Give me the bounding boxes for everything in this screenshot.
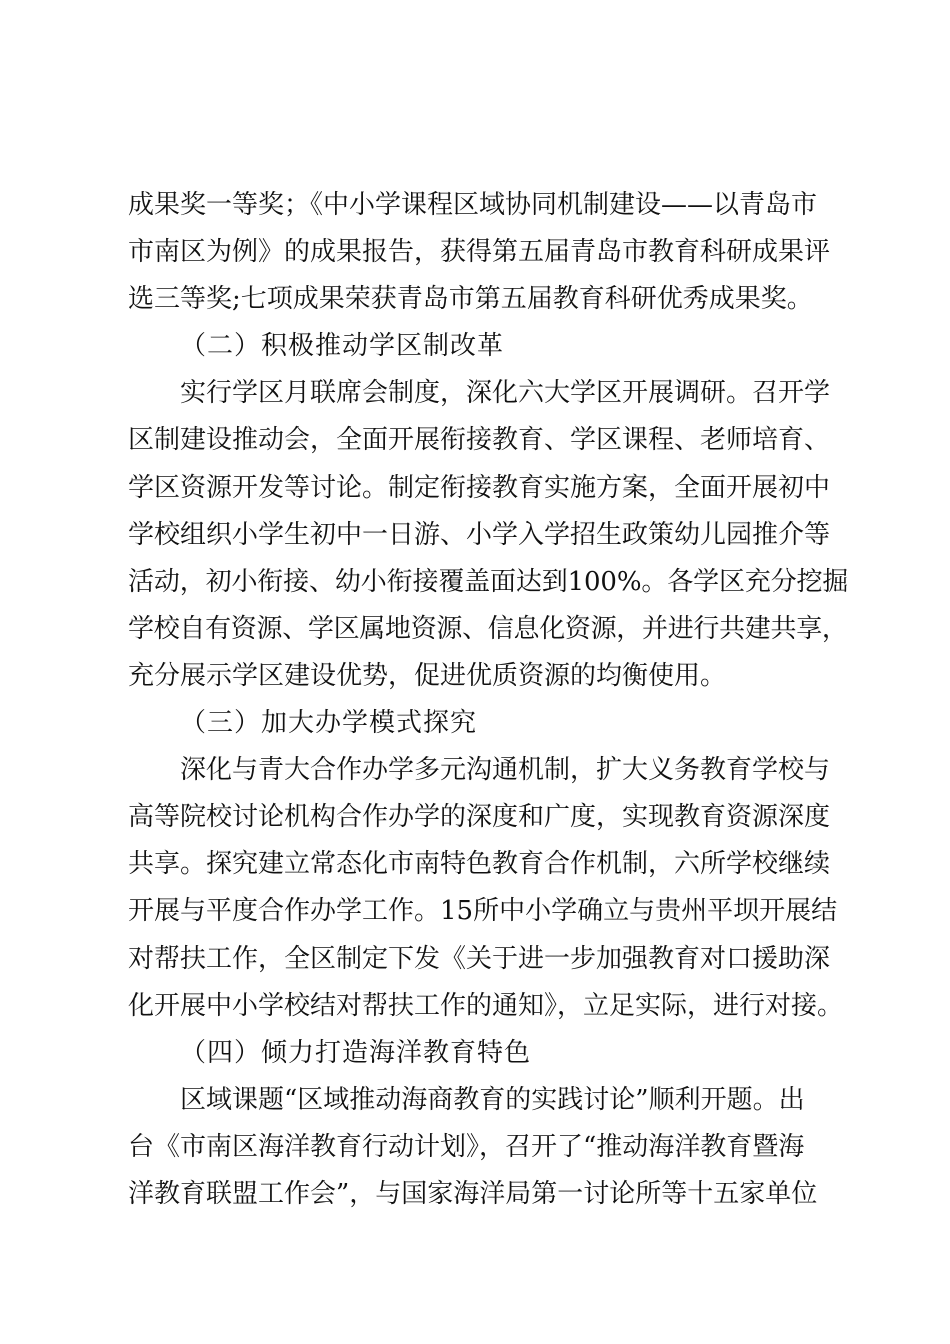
paragraph-line: 学校组织小学生初中一日游、小学入学招生政策幼儿园推介等 xyxy=(128,519,831,550)
paragraph-line: 开展与平度合作办学工作。15所中小学确立与贵州平坝开展结 xyxy=(128,896,838,927)
paragraph-line: 洋教育联盟工作会”，与国家海洋局第一讨论所等十五家单位 xyxy=(128,1178,818,1209)
paragraph-line: 台《市南区海洋教育行动计划》，召开了“推动海洋教育暨海 xyxy=(128,1131,805,1162)
paragraph-line: 充分展示学区建设优势，促进优质资源的均衡使用。 xyxy=(128,660,727,691)
paragraph-line: 对帮扶工作，全区制定下发《关于进一步加强教育对口援助深 xyxy=(128,943,831,974)
document-body xyxy=(128,182,848,1218)
paragraph-line: 化开展中小学校结对帮扶工作的通知》，立足实际，进行对接。 xyxy=(128,990,844,1021)
section-heading: （四）倾力打造海洋教育特色 xyxy=(180,1037,532,1068)
paragraph-line: 高等院校讨论机构合作办学的深度和广度，实现教育资源深度 xyxy=(128,802,831,833)
paragraph-line: 深化与青大合作办学多元沟通机制，扩大义务教育学校与 xyxy=(180,755,831,786)
paragraph-line: 市南区为例》的成果报告，获得第五届青岛市教育科研成果评 xyxy=(128,237,831,268)
paragraph-line: 学校自有资源、学区属地资源、信息化资源，并进行共建共享， xyxy=(128,613,848,644)
paragraph-line: 选三等奖;七项成果荣获青岛市第五届教育科研优秀成果奖。 xyxy=(128,284,813,315)
paragraph-line: 学区资源开发等讨论。制定衔接教育实施方案，全面开展初中 xyxy=(128,472,831,503)
section-heading: （三）加大办学模式探究 xyxy=(180,708,478,739)
paragraph-line: 共享。探究建立常态化市南特色教育合作机制，六所学校继续 xyxy=(128,849,831,880)
paragraph-line: 活动，初小衔接、幼小衔接覆盖面达到100%。各学区充分挖掘 xyxy=(128,566,849,597)
paragraph-line: 实行学区月联席会制度，深化六大学区开展调研。召开学 xyxy=(180,378,831,409)
paragraph-line: 成果奖一等奖；《中小学课程区域协同机制建设——以青岛市 xyxy=(128,190,818,220)
section-heading: （二）积极推动学区制改革 xyxy=(180,331,505,362)
paragraph-line: 区域课题“区域推动海商教育的实践讨论”顺利开题。出 xyxy=(180,1084,805,1115)
paragraph-line: 区制建设推动会，全面开展衔接教育、学区课程、老师培育、 xyxy=(128,425,831,456)
